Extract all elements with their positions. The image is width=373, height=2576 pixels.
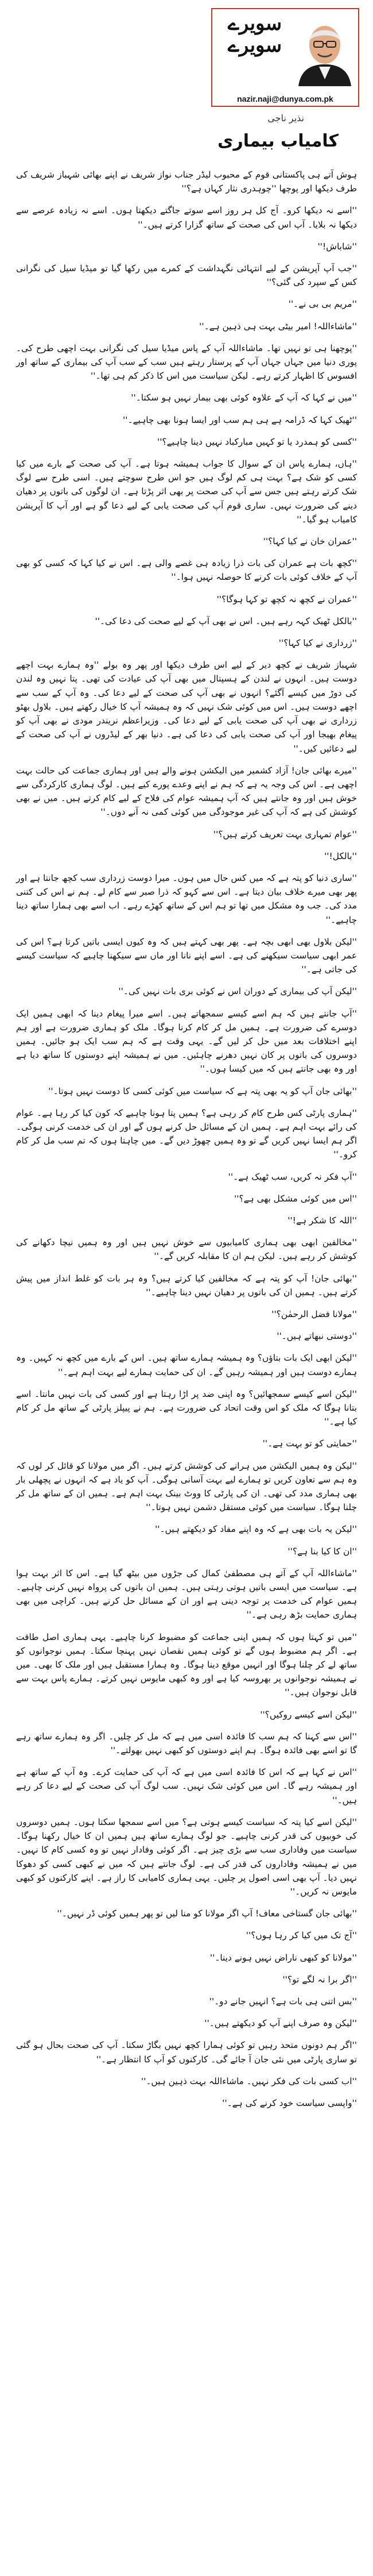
column-body [16,168,357,2110]
paragraph: ''زرداری نے کیا کہا؟'' [278,638,357,649]
paragraph: ''اس سے کہنا کہ ہم سب کا فائدہ اسی میں ہے کہ مل کر چلیں۔ اگر وہ ہمارے ساتھ رہے گا تو اسے بھی فائدہ ہوگا۔ ہم اپنے دوستوں کو کبھی نہیں بھولتے۔'' [16,1731,357,1756]
author-email: nazir.naji@dunya.com.pk [237,94,333,103]
paragraph: ''ماشاءاللہ! امیر بیٹی بہت ہی ذہین ہے۔'' [199,321,357,332]
paragraph: ''اسے نہ دیکھا کرو۔ آج کل ہر روز اسے سوتے جاگتے دیکھتا ہوں۔ اسے نہ زیادہ عرصے سے دیکھا نہ بلایا۔ آپ اس کی صحت کے ساتھ گزارا کرتے ہیں۔'' [16,205,357,230]
paragraph: ''مخالفین ابھی بھی ہماری کامیابیوں سے خوش نہیں ہیں اور وہ ہمیں نیچا دکھانے کی کوشش کر رہے ہیں۔ لیکن ہم ان کا مقابلہ کریں گے۔'' [16,1237,357,1262]
paragraph: ''مریم بی بی نے۔'' [288,299,357,310]
paragraph: ''لیکن وہ صرف اپنے آپ کو دیکھتے ہیں۔'' [204,2018,357,2029]
paragraph: ''آج تک میں کیا کر رہا ہوں؟'' [246,1930,357,1941]
column-title: کامیاب بیماری [217,131,339,151]
paragraph: ''واپسی سیاست خود کرنے کی ہے۔'' [222,2097,357,2108]
paragraph: ''بالکل!'' [324,850,357,861]
paragraph: ''ان کا کیا بنا ہے؟'' [287,1546,357,1557]
paragraph: ''ماشاءاللہ آپ کے آتے ہی مصطفیٰ کمال کی جڑوں میں بیٹھ گیا ہے۔ اس کا اثر بہت ہوا ہے۔ سیاست میں ایسی باتیں ہوتی رہتی ہیں۔ ہمیں ان باتوں کی پرواہ نہیں کرنی چاہیے۔ ہمیں عوام کی خدمت پر توجہ دینی ہے اور ان کے مسائل حل کرنے ہیں۔ کراچی میں بھی ہماری حمایت بڑھ رہی ہے۔'' [16,1568,357,1620]
paragraph: ''کچھ بات ہے عمران کی بات ذرا زیادہ ہی غصے والی ہے۔ اس نے کیا کہا کہ کسی کو بھی آپ کے خلاف کوئی بات کرنے کا حوصلہ نہیں ہوا۔'' [16,558,357,583]
paragraph: ''ٹھیک کہا کہ ڈرامہ ہے ہی ہم سب اور ایسا ہونا بھی چاہیے۔'' [123,414,357,425]
paragraph: ''لیکن اسے کیسے روکیں؟'' [260,1709,357,1720]
paragraph: ''اگر برا نہ لگے تو؟'' [282,1974,357,1985]
paragraph: ''ہماری پارٹی کس طرح کام کر رہی ہے؟ ہمیں پتا ہونا چاہیے کہ کون کیا کر رہا ہے۔ عوام کی رائے بہت اہم ہے۔ ہمیں ان کے مسائل حل کرنے ہوں گے اور ان کی خدمت کرنی ہوگی۔ اگر ہم ایسا نہیں کریں گے تو وہ ہمیں چھوڑ دیں گے۔ میں چاہتا ہوں کہ تم سب مل کر کام کرو۔'' [16,1107,357,1160]
paragraph: ''بھائی جان گستاخی معاف! آپ اگر مولانا کو منا لیں تو پھر ہمیں کوئی ڈر نہیں۔'' [57,1908,357,1919]
paragraph: ''بالکل ٹھیک کہہ رہے ہیں۔ اس نے بھی آپ کے لیے صحت کی دعا کی۔'' [95,615,357,626]
paragraph: ''اگر ہم دونوں متحد رہیں تو کوئی ہمارا کچھ نہیں بگاڑ سکتا۔ آپ کی صحت بحال ہو گئی تو ساری پارٹی میں نئی جان آ جائے گی۔ کارکنوں کو آپ کا انتظار ہے۔'' [16,2040,357,2065]
column-header [204,8,359,151]
paragraph: ''آپ جانتے ہیں کہ ہم اسے کیسے سمجھاتے ہیں۔ اسے میرا پیغام دینا کہ ابھی ہمیں ایک دوسرے کی ضرورت ہے۔ ہمیں مل کر کام کرنا ہوگا۔ ملک کو ہماری ضرورت ہے اور ہم اپنے اختلافات بعد میں حل کر لیں گے۔ یہی وقت ہے کہ ہم سب ایک ہو جائیں۔ ہمیں دوسروں کی باتوں پر کان نہیں دھرنے چاہئیں۔ میں نے ہمیشہ اپنے دوستوں کا ساتھ دیا ہے اور وہ بھی جانتے ہیں کہ میں کیسا ہوں۔'' [16,1008,357,1075]
paragraph: ''عوام تمہاری بہت تعریف کرتے ہیں؟'' [213,829,357,840]
paragraph: ''لیکن آپ کی بیماری کے دوران اس نے کوئی بری بات نہیں کی۔'' [118,986,357,997]
column-logo [211,8,359,107]
column-logo-title: سویرے سویرے [227,12,282,57]
paragraph: ''بھائی جان آپ کو یہ بھی پتہ ہے کہ سیاست میں کوئی کسی کا دوست نہیں ہوتا۔'' [48,1085,357,1096]
paragraph: ''اب کسی بات کی فکر نہیں۔ ماشاءاللہ بہت ذہین ہیں۔'' [141,2076,357,2086]
paragraph: ''لیکن وہ ہمیں الیکشن میں ہرانے کی کوشش کرتے ہیں۔ اگر میں مولانا کو قائل کر لوں کہ وہ ہم سے تعاون کریں تو ہمارے لیے بہت آسانی ہوگی۔ آپ کو یاد ہے کہ انہوں نے پچھلی بار بھی ہماری مدد کی تھی۔ ان کی پارٹی کا ووٹ بینک بہت اہم ہے۔ ہمیں ان کے ساتھ مل کر چلنا ہوگا۔ سیاست میں کوئی مستقل دشمن نہیں ہوتا۔'' [16,1460,357,1513]
paragraph: ''اس میں کوئی مشکل بھی ہے؟'' [234,1193,357,1204]
paragraph: ''شاباش!'' [317,241,357,252]
author-name: نذیر ناجی [267,113,304,124]
paragraph: ''ہاں، ہمارے پاس ان کے سوال کا جواب ہمیشہ ہوتا ہے۔ آپ کی صحت کے بارے میں کیا کسی کو شک ہے؟ بہت ہی کم لوگ ہیں جو اس طرح سوچتے ہیں۔ اسی طرح سے لوگ شک کرتے رہتے ہیں جس سے آپ کی صحت پر بھی اثر پڑتا ہے۔ ان لوگوں کی باتوں پر دھیان دینے کی ضرورت نہیں۔ ساری قوم آپ کی صحت یابی کے لیے دعا گو ہے اور آپ کا آپریشن کامیاب ہو گیا۔'' [16,459,357,525]
paragraph: ''لیکن اسے کیسے سمجھائیں؟ وہ اپنی ضد پر اڑا رہتا ہے اور کسی کی بات نہیں مانتا۔ اسے بتانا ہوگا کہ ملک کو اس وقت اتحاد کی ضرورت ہے۔ ہم نے پیپلز پارٹی کے ساتھ مل کر کام کیا ہے۔'' [16,1388,357,1427]
paragraph: ہوش آتے ہی پاکستانی قوم کے محبوب لیڈر جناب نواز شریف نے اپنے بھائی شہباز شریف کی طرف دیکھا اور پوچھا ''چوہدری نثار کہاں ہے؟'' [16,170,357,194]
paragraph: ''بھائی جان! آپ کو پتہ ہے کہ مخالفین کیا کرتے ہیں؟ وہ ہر بات کو غلط انداز میں پیش کرتے ہیں۔ ہمیں ان کی باتوں پر دھیان نہیں دینا چاہیے۔'' [16,1273,357,1297]
paragraph: ''عمران نے کچھ نہ کچھ تو کہا ہوگا؟'' [216,594,357,604]
paragraph: ''اس نے کہا ہے کہ اس کا فائدہ اسی میں ہے کہ آپ کی حمایت کرے۔ وہ آپ کے ساتھ ہے اور ہمیشہ رہے گا۔ اس میں کوئی شک نہیں۔ سب لوگ آپ کی صحت کے لیے دعا کر رہے ہیں۔'' [16,1767,357,1805]
paragraph: ''ساری دنیا کو پتہ ہے کہ میں کس حال میں ہوں۔ میرا دوست زرداری سب کچھ جانتا ہے اور پھر بھی میرے خلاف بیان دیتا ہے۔ اس سے کہو کہ ذرا صبر سے کام لے۔ ہم نے اس کی کتنی مدد کی۔ جب وہ مشکل میں تھا تو ہم اس کے ساتھ کھڑے رہے۔ اب اسے بھی ہمارا ساتھ دینا چاہیے۔'' [16,872,357,925]
paragraph: ''جب آپ آپریشن کے لیے انتہائی نگہداشت کے کمرے میں رکھا گیا تو میڈیا سیل کی نگرانی کس کے سپرد کی گئی؟'' [16,263,357,288]
paragraph: ''کسی کو ہمدرد یا تو کہیں مبارکباد نہیں دینا چاہیے؟'' [157,436,357,447]
paragraph: ''لیکن یہ بات بھی ہے کہ وہ اپنے مفاد کو دیکھتے ہیں۔'' [155,1524,357,1535]
paragraph: ''لیکن اسے کیا پتہ کہ سیاست کیسے ہوتی ہے؟ میں اسے سمجھا سکتا ہوں۔ ہمیں دوسروں کی خوبیوں کی قدر کرنی چاہیے۔ جو لوگ ہمارے ساتھ ہیں ہمیں ان کا خیال رکھنا ہوگا۔ سیاست میں وفاداری سب سے بڑی چیز ہے۔ اگر کوئی وفادار نہیں تو وہ کسی کام کا نہیں۔ میں نے ہمیشہ وفاداروں کی قدر کی ہے۔ لوگ جانتے ہیں کہ میں نے کبھی کسی کو دھوکا نہیں دیا۔ آپ بھی اسی اصول پر چلیں۔ یہی ہماری کامیابی کا راز ہے۔ اپنے کارکنوں کو کبھی مایوس نہ کریں۔'' [16,1816,357,1897]
paragraph: ''بس اتنی ہی بات ہے؟ انہیں جانے دو۔'' [209,1996,357,2007]
paragraph: ''پوچھنا ہی تو نہیں تھا۔ ماشاءاللہ آپ کے پاس میڈیا سیل کی نگرانی بہت اچھی طرح کی۔ پوری دنیا میں جہاں جہاں آپ کے پرستار رہتے ہیں سب کے سب آپ کی بیماری کے ساتھ اور افسوس کا اظہار کرتے رہے۔ لیکن سیاست میں اس کا ذکر کم ہی تھا۔'' [16,342,357,382]
paragraph: ''عمران خان نے کیا کہا؟'' [263,536,357,547]
paragraph: ''حمایتی کو تو بہت ہے۔'' [262,1438,357,1449]
paragraph: ''آپ فکر نہ کریں، سب ٹھیک ہے۔'' [228,1171,357,1182]
paragraph: شہباز شریف نے کچھ دیر کے لیے اس طرف دیکھا اور پھر وہ بولے ''وہ ہمارے بہت اچھے دوست ہیں۔ انہوں نے لندن کے ہسپتال میں بھی آپ کی عیادت کی تھی۔ پتا نہیں وہ لندن کی دوڑ میں کیسے آگئے؟ انہوں نے بھی آپ کی صحت کے لیے دعا کی۔ وہ آپ کے سب سے اچھے دوست ہیں۔ اس میں کوئی شک نہیں کہ وہ ہمیشہ آپ کا خیال رکھتے ہیں۔ بلاول بھٹو زرداری نے بھی آپ کی صحت یابی کے لیے دعا کی۔ وزیراعظم نریندر مودی نے بھی آپ کو پیغام بھیجا اور آپ کی صحت یابی کی دعا کی ہے۔ دنیا بھر کے لیڈروں نے آپ کی صحت کے لیے دعائیں کیں۔'' [16,660,357,754]
paragraph: ''مولانا کو کبھی ناراض نہیں ہونے دینا۔'' [209,1952,357,1963]
paragraph: ''لیکن ابھی ایک بات بتاؤں؟ وہ ہمیشہ ہمارے ساتھ ہیں۔ اس کے بارے میں کچھ نہ کہیں۔ وہ ہمارے دوست ہیں اور ہمیشہ رہیں گے۔ ان کی حمایت ہمارے لیے بہت اہم ہے۔'' [16,1353,357,1377]
paragraph: ''لیکن بلاول بھی ابھی بچہ ہے۔ پھر بھی کہتے ہیں کہ وہ کیوں ایسی باتیں کرتا ہے؟ اس کی عمر ابھی سیاست سیکھنے کی ہے۔ اسے اپنے نانا اور ماں سے سیکھنا چاہیے کہ سیاست کیسے کی جاتی ہے۔'' [16,936,357,975]
paragraph: ''مولانا فضل الرحمٰن؟'' [271,1309,357,1319]
paragraph: ''اللہ کا شکر ہے!'' [287,1215,357,1226]
paragraph: ''میرے بھائی جان! آزاد کشمیر میں الیکشن ہونے والے ہیں اور ہماری جماعت کی حالت بہت اچھی ہے۔ اس کی وجہ یہ ہے کہ ہم نے اپنے وعدے پورے کیے ہیں۔ لوگ ہماری کارکردگی سے خوش ہیں اور وہ جانتے ہیں کہ آپ ہمیشہ عوام کی فلاح کے لیے کام کرتے ہیں۔ میں نے بھی کوشش کی ہے کہ آپ کی غیر موجودگی میں کوئی کمی نہ آنے دوں۔'' [16,765,357,818]
paragraph: ''دوستی نبھاتے ہیں۔'' [277,1331,357,1342]
author-photo [295,11,355,86]
paragraph: ''میں تو کہتا ہوں کہ ہمیں اپنی جماعت کو مضبوط کرنا چاہیے۔ یہی ہماری اصل طاقت ہے۔ اگر ہم مضبوط ہوں گے تو کوئی ہمیں نقصان نہیں پہنچا سکتا۔ ہمیں نوجوانوں کو ساتھ لے کر چلنا ہوگا اور انہیں موقع دینا ہوگا۔ وہ ہمارا مستقبل ہیں اور ملک کا بھی۔ میں نے ہمیشہ نوجوانوں پر بھروسہ کیا ہے اور وہ کبھی مایوس نہیں کرتے۔ ہمارے پاس بہت سے قابل نوجوان ہیں۔'' [16,1631,357,1698]
paragraph: ''میں نے کہا کہ آپ کے علاوہ کوئی بھی بیمار نہیں ہو سکتا۔'' [131,392,357,403]
